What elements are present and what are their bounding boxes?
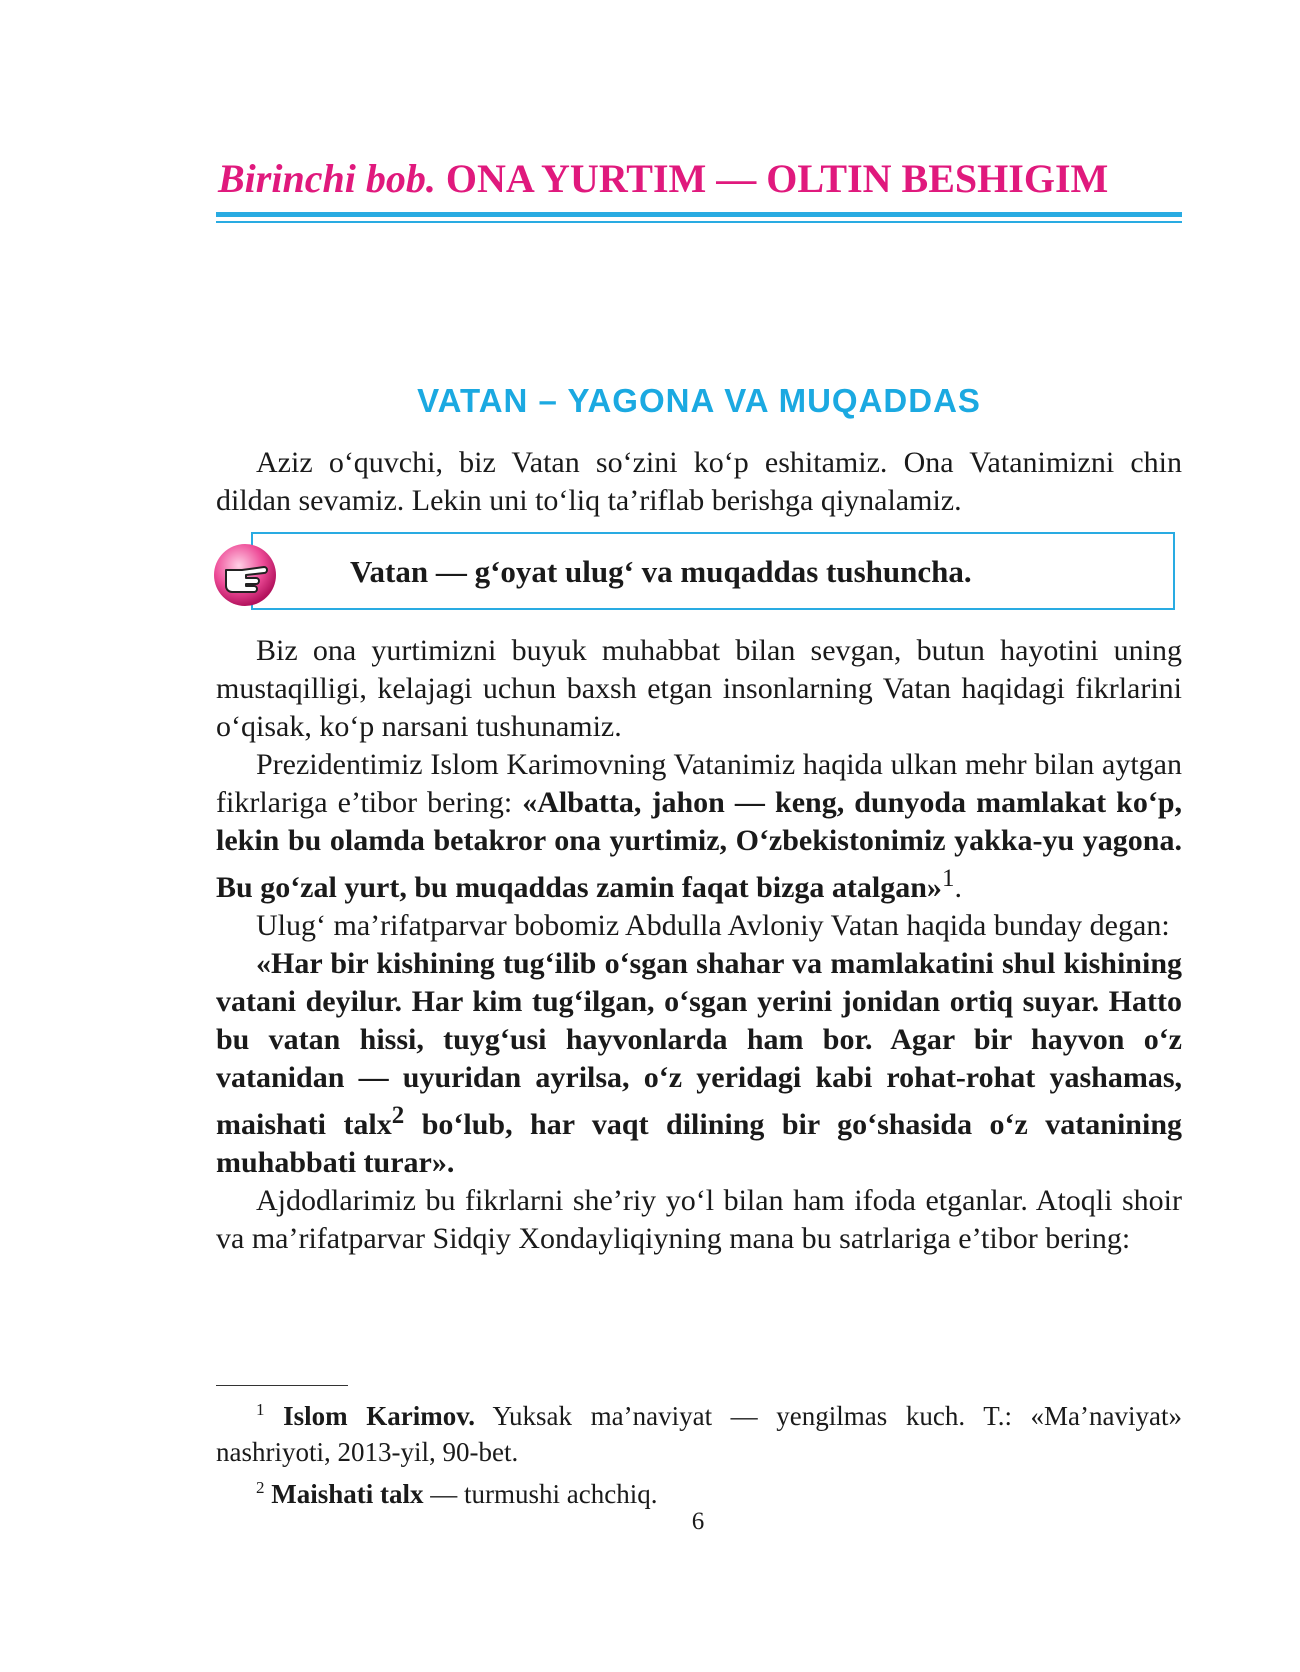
- header-rule-thin: [216, 221, 1182, 223]
- paragraph-2-end: .: [954, 871, 962, 904]
- section-title: VATAN – YAGONA VA MUQADDAS: [417, 382, 981, 419]
- intro-paragraph: [216, 444, 1182, 520]
- note-text: Vatan — g‘oyat ulug‘ va muqaddas tushuncha.: [350, 554, 972, 589]
- footnote-1: [216, 1392, 1182, 1470]
- footnote-2-text: — turmushi achchiq.: [423, 1479, 658, 1509]
- paragraph-5: Ajdodlarimiz bu fikrlarni she’riy yo‘l bilan ham ifoda etganlar. Atoqli shoir va ma’rifatparvar Sidqiy Xondayliqiyning mana bu satrlariga e’tibor bering:: [216, 1184, 1182, 1255]
- avloniy-quote-start: «Har bir kishining tug‘ilib o‘sgan shahar va mamlakatini shul kishining vatani deyilur. Har kim tug‘ilgan, o‘sgan yerini jonidan ortiq suyar. Hatto bu vatan hissi, tuyg‘usi hayvonlarda ham bor. Agar bir hayvon o‘z vatanidan — uyuridan ayrilsa, o‘z yeridagi kabi rohat-rohat yashamas, maishati talx: [216, 947, 1182, 1141]
- footnote-1-text: Yuksak ma’naviyat — yengilmas kuch. T.: «Ma’naviyat» nashriyoti, 2013-yil, 90-bet.: [216, 1401, 1182, 1467]
- footnote-divider: [216, 1385, 348, 1386]
- footnote-1-number: 1: [256, 1400, 265, 1419]
- page-number: 6: [691, 1508, 705, 1535]
- karimov-quote: «Albatta, jahon — keng, dunyoda mamlakat ko‘p, lekin bu olamda betakror ona yurtimiz, O‘zbekistonimiz yakka-yu yagona. Bu go‘zal yurt, bu muqaddas zamin faqat bizga atalgan»: [216, 786, 1183, 904]
- chapter-label: Birinchi bob.: [218, 156, 436, 201]
- paragraph-3: Ulug‘ ma’rifatparvar bobomiz Abdulla Avloniy Vatan haqida bunday degan:: [256, 909, 1170, 942]
- avloniy-quote-end: bo‘lub, har vaqt dilining bir go‘shasida o‘z vatanining muhabbati turar».: [216, 1108, 1183, 1179]
- footnote-1-author: Islom Karimov.: [283, 1401, 475, 1431]
- paragraph-4: [216, 945, 1182, 1182]
- footnote-2-term: Maishati talx: [271, 1479, 424, 1509]
- paragraph-2-intro: Prezidentimiz Islom Karimovning Vatanimiz haqida ulkan mehr bilan aytgan fikrlariga e’tibor bering:: [216, 748, 1182, 819]
- footnote-ref-2: 2: [391, 1102, 405, 1129]
- header-rule-thick: [216, 212, 1182, 217]
- paragraph-2: [216, 746, 1182, 907]
- footnotes: [216, 1392, 1182, 1512]
- footnote-2: [216, 1470, 1182, 1512]
- footnote-2-number: 2: [256, 1478, 265, 1497]
- pointing-hand-icon: [212, 540, 282, 610]
- chapter-header: [218, 155, 1180, 202]
- avloniy-quote: [216, 947, 1182, 1179]
- intro-text: Aziz o‘quvchi, biz Vatan so‘zini ko‘p eshitamiz. Ona Vatanimizni chin dildan sevamiz. Lekin uni to‘liq ta’riflab berishga qiynalamiz.: [216, 446, 1182, 517]
- chapter-title: ONA YURTIM — OLTIN BESHIGIM: [445, 156, 1109, 201]
- footnote-ref-1: 1: [941, 865, 955, 892]
- paragraph-1: Biz ona yurtimizni buyuk muhabbat bilan sevgan, butun hayotini uning mustaqilligi, kelajagi uchun baxsh etgan insonlarning Vatan haqidagi fikrlarini o‘qisak, ko‘p narsani tushunamiz.: [216, 634, 1182, 743]
- main-text: [216, 632, 1182, 1258]
